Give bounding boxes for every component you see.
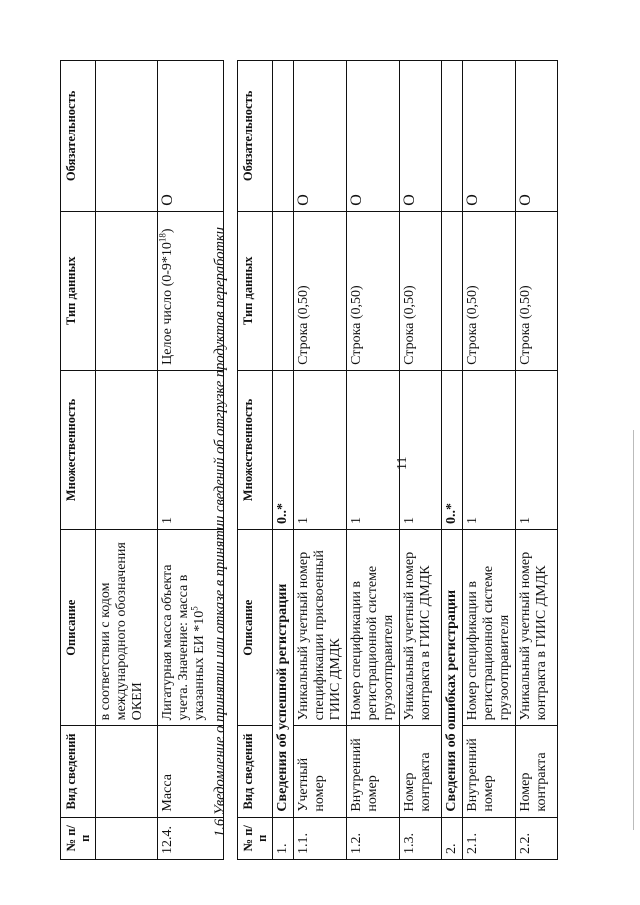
header-num: № п/п bbox=[238, 817, 273, 859]
row-required: О bbox=[400, 61, 442, 212]
row-multiplicity: 1 bbox=[347, 370, 400, 529]
section-title: Сведения об ошибках регистрации bbox=[442, 530, 463, 818]
row-kind: Внутренний номер bbox=[347, 726, 400, 817]
description-cell: в соответствии с кодом международного обозначения ОКЕИ bbox=[96, 530, 158, 726]
row-multiplicity: 1 bbox=[158, 370, 224, 529]
header-description: Описание bbox=[238, 530, 273, 726]
section-num: 1. bbox=[273, 817, 294, 859]
header-required: Обязательность bbox=[238, 61, 273, 212]
table-row bbox=[294, 61, 347, 860]
row-num: 1.3. bbox=[400, 817, 442, 859]
section-row bbox=[273, 61, 294, 860]
section-title: Сведения об успешной регистрации bbox=[273, 530, 294, 818]
row-required: О bbox=[158, 61, 224, 212]
row-num: 1.2. bbox=[347, 817, 400, 859]
table1-header-row bbox=[61, 61, 96, 860]
row-description: Номер спецификации в регистрационной системе грузоотправителя bbox=[347, 530, 400, 726]
table-notification bbox=[237, 60, 558, 860]
row-description: Уникальный учетный номер контракта в ГИИС ДМДК bbox=[400, 530, 442, 726]
section-multiplicity: 0..* bbox=[273, 370, 294, 529]
row-type: Целое число $(0-9*10^{18})$ bbox=[158, 211, 224, 370]
row-description: Уникальный учетный номер спецификации присвоенный ГИИС ДМДК bbox=[294, 530, 347, 726]
row-num: 12.4. bbox=[158, 817, 224, 859]
row-multiplicity: 1 bbox=[400, 370, 442, 529]
row-type: Строка (0,50) bbox=[347, 211, 400, 370]
header-description: Описание bbox=[61, 530, 96, 726]
row-type: Строка (0,50) bbox=[516, 211, 558, 370]
row-required: О bbox=[516, 61, 558, 212]
section-num: 2. bbox=[442, 817, 463, 859]
table-row bbox=[463, 61, 516, 860]
row-kind: Внутренний номер bbox=[463, 726, 516, 817]
row-num: 2.1. bbox=[463, 817, 516, 859]
header-multiplicity: Множественность bbox=[61, 370, 96, 529]
header-required: Обязательность bbox=[61, 61, 96, 212]
row-num: 1.1. bbox=[294, 817, 347, 859]
row-description: Уникальный учетный номер контракта в ГИИС ДМДК bbox=[516, 530, 558, 726]
row-type: Строка (0,50) bbox=[400, 211, 442, 370]
row-kind: Номер контракта bbox=[516, 726, 558, 817]
section-row bbox=[442, 61, 463, 860]
row-required: О bbox=[347, 61, 400, 212]
row-type: Строка (0,50) bbox=[463, 211, 516, 370]
row-multiplicity: 1 bbox=[294, 370, 347, 529]
row-multiplicity: 1 bbox=[516, 370, 558, 529]
section-multiplicity: 0..* bbox=[442, 370, 463, 529]
header-kind: Вид сведений bbox=[61, 726, 96, 817]
table-row bbox=[400, 61, 442, 860]
row-kind: Масса bbox=[158, 726, 224, 817]
row-description: Номер спецификации в регистрационной системе грузоотправителя bbox=[463, 530, 516, 726]
table-row bbox=[516, 61, 558, 860]
scan-edge-line bbox=[633, 430, 634, 830]
header-type: Тип данных bbox=[238, 211, 273, 370]
section-caption: 1.6 Уведомление о принятии или отказе в принятии сведений об отгрузке продуктов переработки bbox=[212, 227, 228, 837]
page-number: 11 bbox=[395, 456, 410, 470]
row-description: Лигатурная масса объекта учета. Значение: масса в указанных ЕИ $*10^5$ bbox=[158, 530, 224, 726]
table-row bbox=[96, 61, 158, 860]
table-row bbox=[347, 61, 400, 860]
row-required: О bbox=[463, 61, 516, 212]
row-required: О bbox=[294, 61, 347, 212]
header-type: Тип данных bbox=[61, 211, 96, 370]
table2-header-row bbox=[238, 61, 273, 860]
row-kind: Номер контракта bbox=[400, 726, 442, 817]
header-num: № п/п bbox=[61, 817, 96, 859]
row-num: 2.2. bbox=[516, 817, 558, 859]
table-continuation bbox=[60, 60, 224, 860]
row-kind: Учетный номер bbox=[294, 726, 347, 817]
header-kind: Вид сведений bbox=[238, 726, 273, 817]
header-multiplicity: Множественность bbox=[238, 370, 273, 529]
row-multiplicity: 1 bbox=[463, 370, 516, 529]
row-type: Строка (0,50) bbox=[294, 211, 347, 370]
